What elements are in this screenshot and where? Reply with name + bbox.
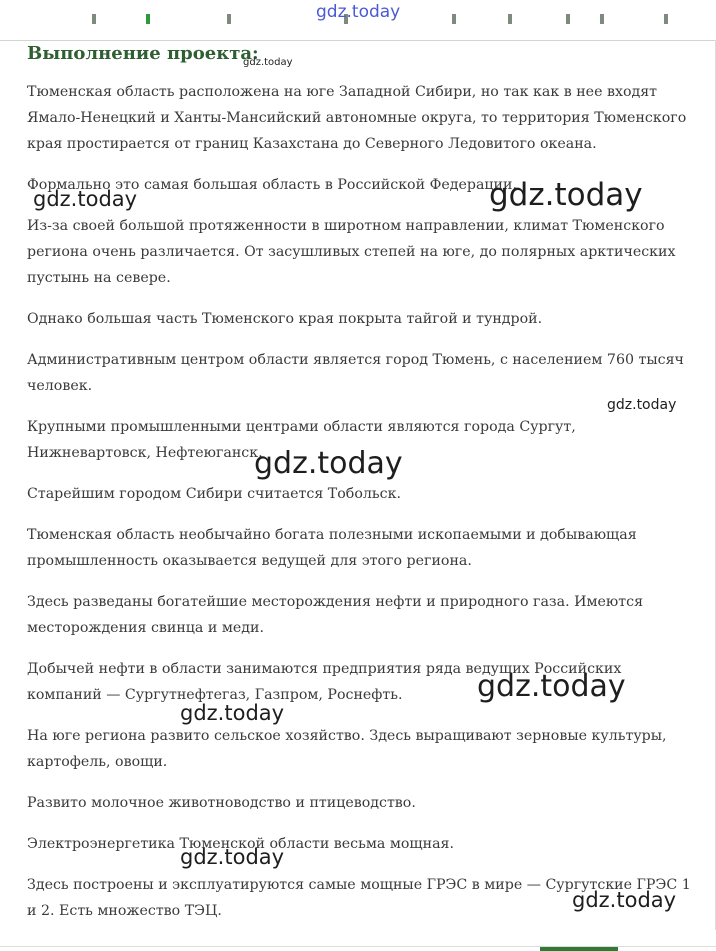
toolbar-icon (146, 14, 150, 24)
paragraph: Однако большая часть Тюменского края покрыта тайгой и тундрой. (27, 311, 543, 327)
paragraph: Тюменская область расположена на юге Западной Сибири, но так как в нее входят Ямало-Ненецкий и Ханты-Мансийский автономные округа, то территория Тюменского края простирается от границ Казахстана до Северного Ледовитого океана. (27, 84, 687, 152)
watermark-text: gdz.today (33, 187, 138, 211)
paragraph: Формально это самая большая область в Российской Федерации. (27, 177, 517, 193)
paragraph: На юге региона развито сельское хозяйство. Здесь выращивают зерновые культуры, картофель, овощи. (27, 728, 667, 770)
toolbar-icon (92, 14, 96, 24)
watermark-text: gdz.today (477, 669, 626, 704)
paragraph: Административным центром области является город Тюмень, с населением 760 тысяч человек. (27, 352, 684, 394)
toolbar-icon (227, 14, 231, 24)
watermark-text: gdz.today (607, 397, 677, 413)
watermark-text: gdz.today (489, 177, 643, 213)
toolbar-icon (566, 14, 570, 24)
paragraph: Здесь разведаны богатейшие месторождения нефти и природного газа. Имеются месторождения свинца и меди. (27, 594, 644, 636)
watermark-text: gdz.today (243, 57, 293, 68)
paragraph: Развито молочное животноводство и птицеводство. (27, 795, 416, 811)
toolbar-icon (508, 14, 512, 24)
toolbar-icon (452, 14, 456, 24)
paragraph: Здесь построены и эксплуатируются самые мощные ГРЭС в мире — Сургутские ГРЭС 1 и 2. Есть множество ТЭЦ. (27, 877, 691, 919)
toolbar-icon (600, 14, 604, 24)
paragraph: Из-за своей большой протяженности в широтном направлении, климат Тюменского региона очень различается. От засушливых степей на юге, до полярных арктических пустынь на севере. (27, 218, 676, 286)
paragraph: Крупными промышленными центрами области являются города Сургут, Нижневартовск, Нефтеюганск. (27, 419, 576, 461)
watermark-text: gdz.today (316, 2, 401, 22)
watermark-text: gdz.today (254, 446, 403, 481)
paragraph: Тюменская область необычайно богата полезными ископаемыми и добывающая промышленность оказывается ведущей для этого региона. (27, 527, 637, 569)
paragraph: Добычей нефти в области занимаются предприятия ряда ведущих Российских компаний — Сургутнефтегаз, Газпром, Роснефть. (27, 661, 622, 703)
bottom-accent-bar (540, 947, 618, 951)
paragraph: Электроэнергетика Тюменской области весьма мощная. (27, 836, 454, 852)
page-title: Выполнение проекта: (27, 43, 259, 64)
watermark-text: gdz.today (572, 888, 677, 912)
paragraph: Старейшим городом Сибири считается Тобольск. (27, 486, 401, 502)
watermark-text: gdz.today (180, 701, 285, 725)
toolbar-icon (664, 14, 668, 24)
watermark-text: gdz.today (180, 845, 285, 869)
